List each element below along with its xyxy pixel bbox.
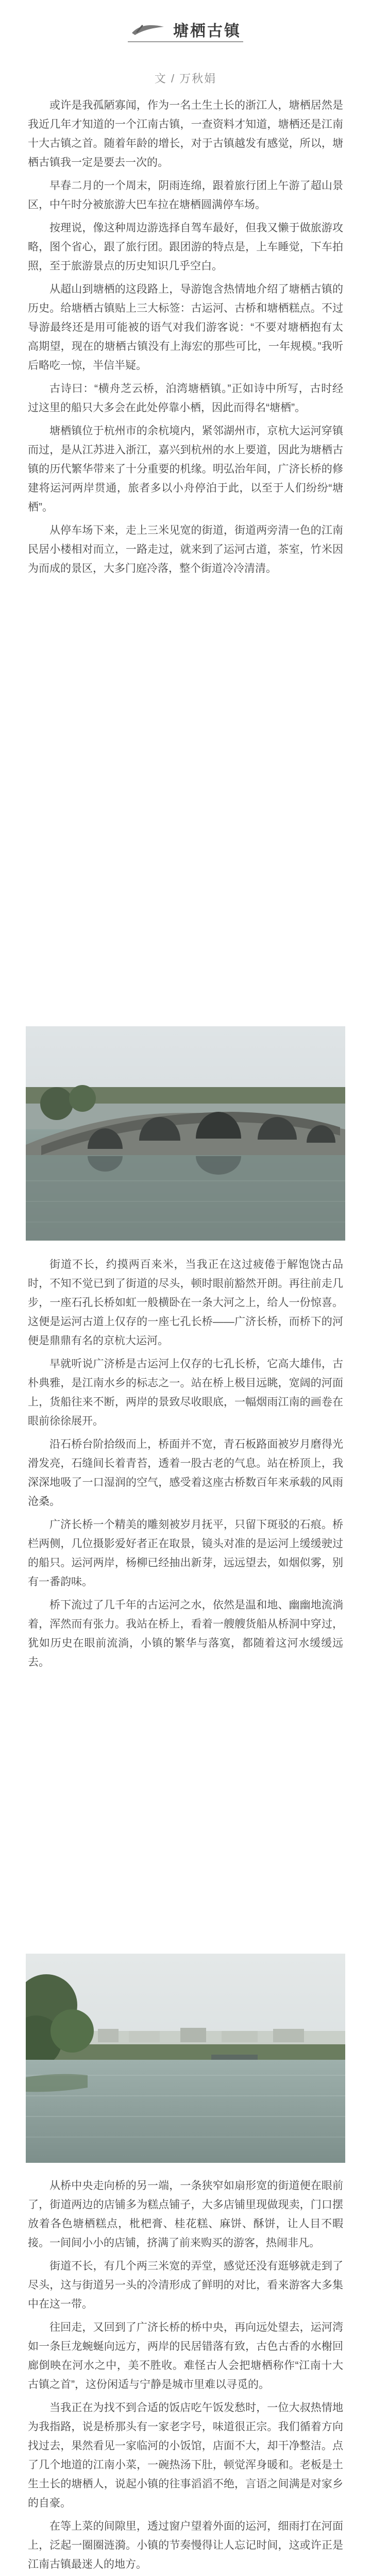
paragraph: 桥下流过了几千年的古运河之水，依然是温和地、幽幽地流淌着，浑然而有张力。我站在桥上，看着一艘艘货船从桥洞中穿过，犹如历史在眼前流淌，小镇的繁华与落寞，都随着这河水缓缓远去。 [28, 1599, 343, 1668]
paragraph: 古诗曰：“横舟芝云桥，泊湾塘栖镇。”正如诗中所写，古时经过这里的船只大多会在此处停靠小栖，因此而得名“塘栖”。 [28, 383, 343, 414]
title-row [0, 16, 371, 42]
paragraph: 早春二月的一个周末，阴雨连绵，跟着旅行团上午游了超山景区，中午时分被旅游大巴车拉在塘栖圆满停车场。 [28, 180, 343, 211]
author-byline: 文 / 万秋娟 [154, 72, 217, 85]
paragraph: 按理说，像这种周边游选择自驾车最好，但我又懒于做旅游攻略，图个省心，跟了旅行团。跟团游的特点是，上车睡觉，下车拍照，至于旅游景点的历史知识几乎空白。 [28, 222, 343, 272]
article-title: 塘栖古镇 [173, 22, 241, 40]
paragraph: 沿石桥台阶拾级而上，桥面并不宽，青石板路面被岁月磨得光滑发亮，石缝间长着青苔，透着一股古老的气息。站在桥顶上，我深深地吸了一口湿润的空气，感受着这座古桥数百年来承载的风雨沧桑。 [28, 1438, 343, 1507]
article-header [0, 0, 371, 64]
text-section-2 [28, 1255, 343, 1676]
photo-canal-riverside [26, 1954, 345, 2163]
paragraph: 从桥中央走向桥的另一端，一条狭窄如扇形宽的街道便在眼前了，街道两边的店铺多为糕点铺子，大多店铺里现做现卖，门口摆放着各色塘栖糕点，枇杷膏、桂花糕、麻饼、酥饼，让人目不暇接。一间间小小的店铺，挤满了前来购买的游客，热闹非凡。 [28, 2180, 343, 2249]
paragraph: 塘栖镇位于杭州市的余杭境内，紧邻湖州市，京杭大运河穿镇而过，是从江苏进入浙江，嘉兴到杭州的水上要道，因此为塘栖古镇的历代繁华带来了十分重要的机缘。明弘治年间，广济长桥的修建将运河两岸贯通，旅者多以小舟停泊于此，以至于人们纷纷“塘栖”。 [28, 425, 343, 513]
text-section-3 [28, 2176, 343, 2576]
paragraph: 早就听说广济桥是古运河上仅存的七孔长桥，它高大雄伟，古朴典雅，是江南水乡的标志之一。站在桥上极目远眺，宽阔的河面上，货船往来不断，两岸的景致尽收眼底，一幅烟雨江南的画卷在眼前徐徐展开。 [28, 1358, 343, 1427]
title-underline [128, 41, 243, 42]
photo-stone-bridge [26, 1026, 345, 1241]
bridge-photo-illustration [26, 1026, 345, 1241]
paragraph: 从停车场下来，走上三米见宽的街道，街道两旁清一色的江南民居小楼相对而立，一路走过，就来到了运河古道，茶室，竹米因为而成的景区，大多门庭冷落，整个街道冷冷清清。 [28, 524, 343, 574]
paragraph: 从超山到塘栖的这段路上，导游饱含热情地介绍了塘栖古镇的历史。给塘栖古镇贴上三大标签：古运河、古桥和塘栖糕点。不过导游最终还是用可能被的语气对我们游客说：“不要对塘栖抱有太高期望，现在的塘栖古镇没有上海宏的那些可比，一年规模。”我听后略吃一惊，半信半疑。 [28, 283, 343, 371]
paragraph: 广济长桥一个精美的雕刻被岁月抚平，只留下斑驳的石痕。桥栏两侧，几位摄影爱好者正在取景，镜头对准的是运河上缓缓驶过的船只。运河两岸，杨柳已经抽出新芽，远远望去，如烟似雾，别有一番韵味。 [28, 1519, 343, 1588]
paragraph: 在等上菜的间隙里，透过窗户望着外面的运河，细雨打在河面上，泛起一圈圈涟漪。小镇的节奏慢得让人忘记时间，这或许正是江南古镇最迷人的地方。 [28, 2520, 343, 2570]
paragraph: 往回走，又回到了广济长桥的桥中央，再向远处望去，运河湾如一条巨龙蜿蜒向远方，两岸的民居错落有致，古色古香的水榭回廊倒映在河水之中，美不胜收。难怪古人会把塘栖称作“江南十大古镇之首”，这份闲适与宁静是城市里难以寻觅的。 [28, 2321, 343, 2391]
brush-stroke-icon [130, 23, 166, 36]
paragraph: 或许是我孤陋寡闻，作为一名土生土长的浙江人，塘栖居然是我近几年才知道的一个江南古镇，一查资料才知道，塘栖还是江南十大古镇之首。随着年龄的增长，对于古镇越发有感觉，所以，塘栖古镇我一定是要去一次的。 [28, 99, 343, 168]
canal-photo-illustration [26, 1954, 345, 2163]
text-section-1 [28, 96, 343, 582]
paragraph: 当我正在为找不到合适的饭店吃午饭发愁时，一位大叔热情地为我指路，说是桥那头有一家老字号，味道很正宗。我们循着方向找过去，果然看见一家临河的小饭馆，店面不大，却干净整洁。点了几个地道的江南小菜，一碗热汤下肚，顿觉浑身暖和。老板是土生土长的塘栖人，说起小镇的往事滔滔不绝，言语之间满是对家乡的自豪。 [28, 2402, 343, 2509]
paragraph: 街道不长，有几个两三米宽的弄堂，感觉还没有逛够就走到了尽头，这与街道另一头的冷清形成了鲜明的对比，看来游客大多集中在这一带。 [28, 2260, 343, 2310]
paragraph: 街道不长，约摸两百来米，当我正在这过疲倦于解饱饶古品时，不知不觉已到了街道的尽头，顿时眼前豁然开朗。再往前走几步，一座石孔长桥如虹一般横卧在一条大河之上，给人一份惊喜。这便是运河古道上仅存的一座七孔长桥——广济长桥，而桥下的河便是鼎鼎有名的京杭大运河。 [28, 1259, 343, 1347]
